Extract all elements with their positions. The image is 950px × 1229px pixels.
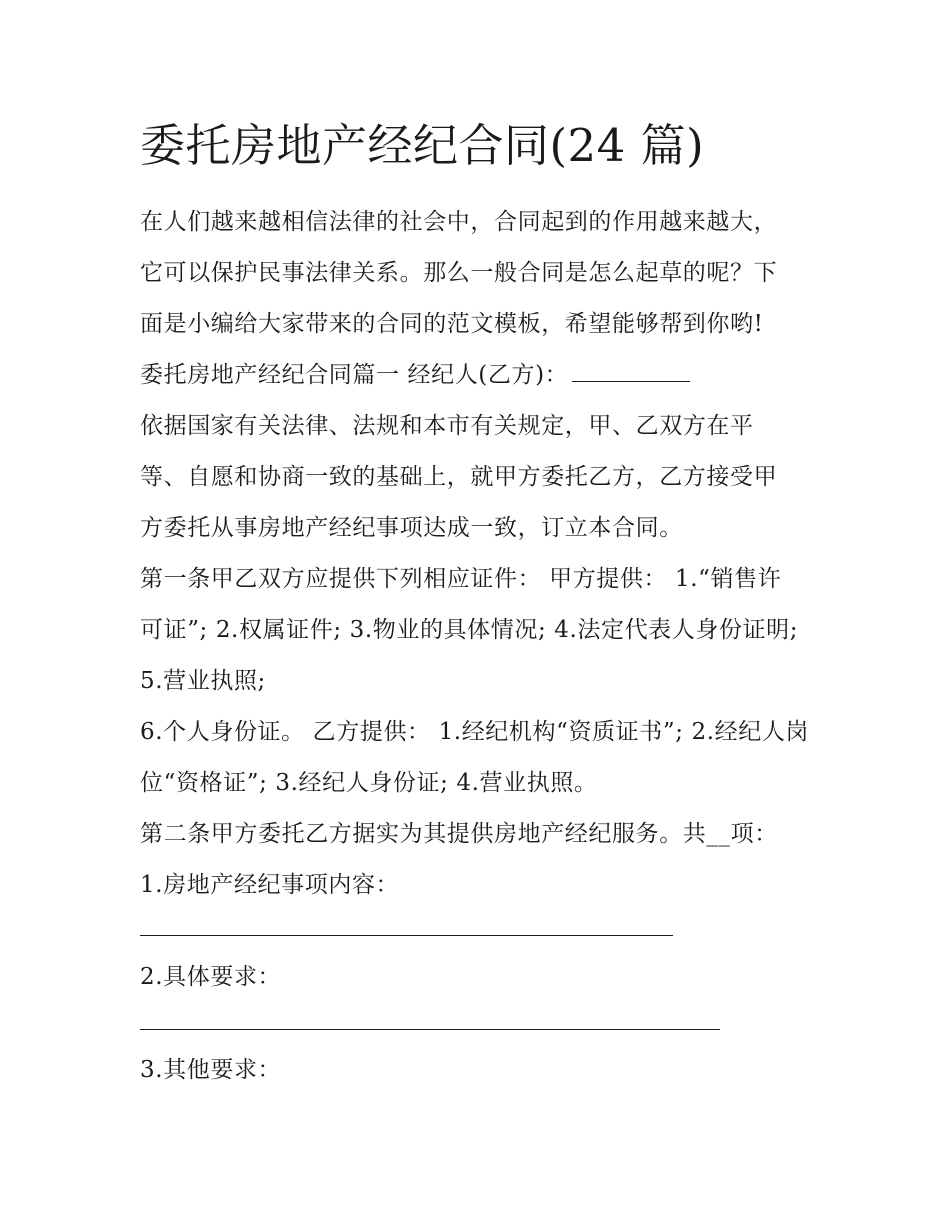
blank-underline [140, 935, 673, 936]
paragraph-line: 1.房地产经纪事项内容： [140, 872, 400, 898]
paragraph-line: 依据国家有关法律、法规和本市有关规定，甲、乙双方在平 [140, 413, 754, 439]
paragraph-line: 等、自愿和协商一致的基础上，就甲方委托乙方，乙方接受甲 [140, 464, 778, 490]
paragraph-line: 3.其他要求： [140, 1057, 282, 1083]
paragraph-line: 方委托从事房地产经纪事项达成一致，订立本合同。 [140, 515, 683, 541]
paragraph-line: 委托房地产经纪合同篇一 经纪人(乙方)： [140, 362, 569, 388]
blank-underline [140, 1029, 720, 1030]
document-title: 委托房地产经纪合同(24 篇) [140, 119, 705, 172]
paragraph-line: 面是小编给大家带来的合同的范文模板，希望能够帮到你哟! [140, 311, 764, 337]
paragraph-line: 6.个人身份证。 乙方提供： 1.经纪机构“资质证书”; 2.经纪人岗 [140, 719, 810, 745]
paragraph-line: 2.具体要求： [140, 964, 282, 990]
paragraph-line: 它可以保护民事法律关系。那么一般合同是怎么起草的呢？下 [140, 260, 778, 286]
paragraph-line: 在人们越来越相信法律的社会中，合同起到的作用越来越大， [140, 209, 778, 235]
paragraph-line: 第二条甲方委托乙方据实为其提供房地产经纪服务。共__项： [140, 821, 778, 847]
paragraph-line-with-blank [140, 358, 690, 392]
paragraph-line: 可证”; 2.权属证件; 3.物业的具体情况; 4.法定代表人身份证明; [140, 617, 799, 643]
blank-underline [572, 361, 690, 382]
paragraph-line: 5.营业执照; [140, 668, 266, 694]
paragraph-line: 位“资格证”; 3.经纪人身份证; 4.营业执照。 [140, 770, 598, 796]
paragraph-line: 第一条甲乙双方应提供下列相应证件： 甲方提供： 1.“销售许 [140, 566, 782, 592]
